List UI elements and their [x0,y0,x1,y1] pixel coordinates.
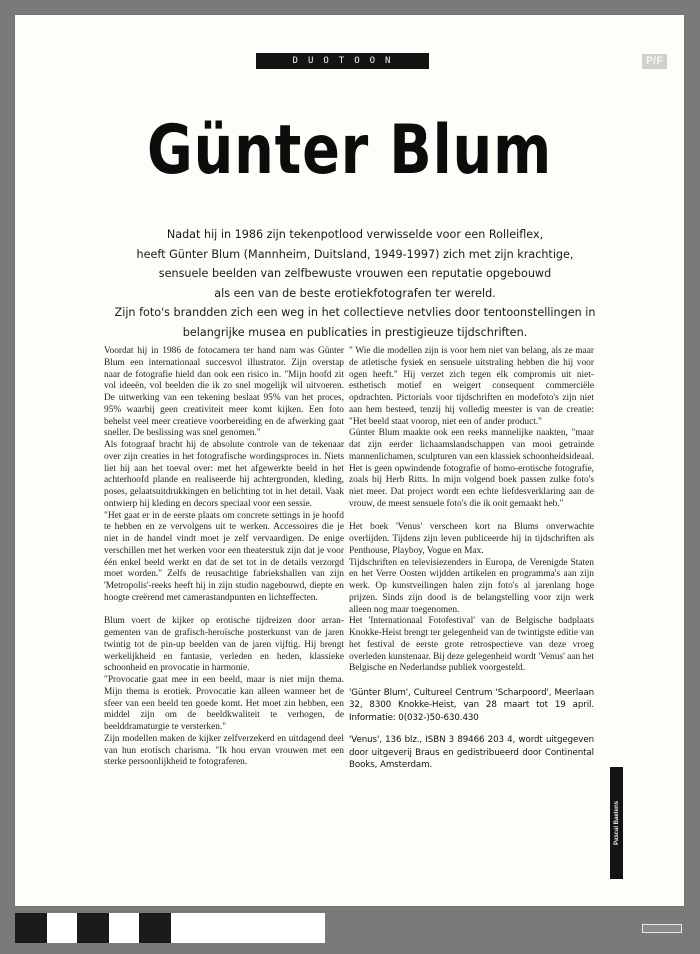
section-tag: DUOTOON [256,53,429,69]
publisher-logo: P/F [642,54,667,69]
body-paragraph: Het 'Internationaal Fotofestival' van de Belgische badplaats Knokke-Heist brengt ter gelegenheid van de twintigste editie van het festival de eerste grote retrospectieve van deze vroeg overleden kunstenaar. Bij deze gelegenheid wordt 'Venus' aan het Belgische en Nederlandse publiek voorgesteld. [349,616,594,674]
calibration-block-white [47,913,77,943]
body-paragraph: Günter Blum maakte ook een reeks mannelijke naakten, "maar dat zijn eerder lichaamslandschappen van mooi getrainde mannenlichamen, sculpturen van een klassiek schoonheidsideaal. Het is geen opwindende fotografie of homo-erotische fotografie, zoals bij Herb Ritts. In mijn volgend boek passen zulke foto's niet meer. Dat project wordt een echte liefdesverklaring aan de vrouw, de meest sensuele foto's die ik ooit gemaakt heb." [349,428,594,509]
body-column-right [349,346,594,772]
book-info: 'Venus', 136 blz., ISBN 3 89466 203 4, wordt uitgegeven door uitgeverij Braus en gedistribueerd door Continental Books, Amsterdam. [349,735,594,771]
calibration-block-black [15,913,47,943]
paragraph-gap [349,511,594,523]
body-paragraph: Tijdschriften en televisiezenders in Europa, de Verenigde Staten en het Verre Oosten wijdden artikelen en programma's aan zijn werk. Op kunstveilingen halen zijn foto's al jarenlang hoge prijzen. Sinds zijn dood is de belangstelling voor zijn werk alleen nog maar toegenomen. [349,557,594,615]
intro-line: Zijn foto's brandden zich een weg in het collectieve netvlies door tentoonstellingen in [114,306,596,319]
body-column-left [104,346,344,769]
exhibition-info: 'Günter Blum', Cultureel Centrum 'Scharpoord', Meerlaan 32, 8300 Knokke-Heist, van 28 maart tot 19 april. Informatie: 0(032-)50-630.430 [349,687,594,723]
paragraph-gap [349,675,594,687]
intro-line: heeft Günter Blum (Mannheim, Duitsland, 1949-1997) zich met zijn krachtige, [136,247,574,261]
photo-credit-text: Pascal Baetens [613,800,620,846]
body-paragraph: "Het gaat er in de eerste plaats om concrete settings in je hoofd te hebben en ze vervolgens uit te werken. Accessoires die je niet in de handel vindt moet je zelf vervaardigen. De enige verschillen met het werken voor een theaterstuk zijn dat je voor één enkel beeld werkt en dat de set tot in de details verzorgd moet worden." Zelfs de reusachtige fabriekshallen van zijn 'Metropolis'-reeks heeft hij in zijn studio nagebouwd, diepte en hoogte creërend met camerastandpunten en lichteffecten. [104,510,344,603]
magazine-page [15,15,684,906]
intro-line: als een van de beste erotiekfotografen ter wereld. [214,286,496,300]
body-paragraph: " Wie die modellen zijn is voor hem niet van belang, als ze maar de atletische fysiek en sensuele uitstraling hebben die hij voor ogen heeft." Hij verzet zich tegen elk compromis uit niet-esthetisch motief en weigert consequent commerciële opdrachten. Pictorials voor tijdschriften en modefoto's zijn niet aan hem besteed, tenzij hij volledig meester is van de creatie: "Het beeld staat voorop, niet een of ander product." [349,346,594,427]
calibration-block-black [139,913,171,943]
body-paragraph: Blum voert de kijker op erotische tijdreizen door arrangementen van de grafisch-heroïsche posterkunst van de jaren twintig tot de pin-up beelden van de jaren vijftig. Hij brengt werkelijkheid en fantasie, verleden en heden, klassieke schoonheid en provocatie in harmonie. [104,616,344,674]
calibration-block-white [109,913,139,943]
intro-paragraph [75,225,635,342]
calibration-block-white [171,913,325,943]
photo-credit [610,767,623,879]
intro-line: Nadat hij in 1986 zijn tekenpotlood verwisselde voor een Rolleiflex, [166,228,544,241]
paragraph-gap [349,724,594,734]
paragraph-gap [104,605,344,617]
calibration-block-black [77,913,109,943]
intro-line: belangrijke musea en publicaties in prestigieuze tijdschriften. [182,325,528,339]
body-paragraph: Voordat hij in 1986 de fotocamera ter hand nam was Günter Blum een internationaal succesvol illustrator. Zijn overstap naar de fotografie hield dan ook een risico in. "Mijn hoofd zit vol ideeën, vol beelden die ik zo snel mogelijk wil uitvoeren. De uitwerking van een tekening beslaat 95% van het proces, 95% waarbij geen creativiteit meer komt kijken. Een foto behelst veel meer creatieve voorbereiding en de afwerking gaat sneller. De beslissing was snel genomen." [104,346,344,439]
body-paragraph: Als fotograaf bracht hij de absolute controle van de tekenaar over zijn creaties in het fotografische wordingsproces in. Niets liet hij aan het toeval over: met het afgewerkte beeld in het achterhoofd plande en realiseerde hij achtergronden, kleding, poses, gelaatsuitdrukkingen en belichting tot in het detail. Vaak ontwierp hij kleding en decors speciaal voor een sessie. [104,440,344,509]
intro-line: sensuele beelden van zelfbewuste vrouwen een reputatie opgebouwd [158,267,552,280]
scan-marker-icon [642,924,682,933]
scan-calibration-bar [15,913,325,943]
body-paragraph: "Provocatie gaat mee in een beeld, maar is niet mijn thema. Mijn thema is erotiek. Provocatie kan alleen wanneer het de sfeer van een beeld ten goede komt. Het moet zin hebben, een middel zijn om de beeldkwaliteit te verhogen, de beelddramaturgie te versterken." [104,675,344,732]
body-paragraph: Zijn modellen maken de kijker zelfverzekerd en uitdagend deel van hun erotisch charisma. "Ik hou ervan vrouwen met een sterke persoonlijkheid te fotograferen. [104,733,344,768]
headline: Günter Blum [147,111,552,190]
body-paragraph: Het boek 'Venus' verscheen kort na Blums onverwachte overlijden. Tijdens zijn leven publiceerde hij in tijdschriften als Penthouse, Playboy, Vogue en Max. [349,522,594,556]
